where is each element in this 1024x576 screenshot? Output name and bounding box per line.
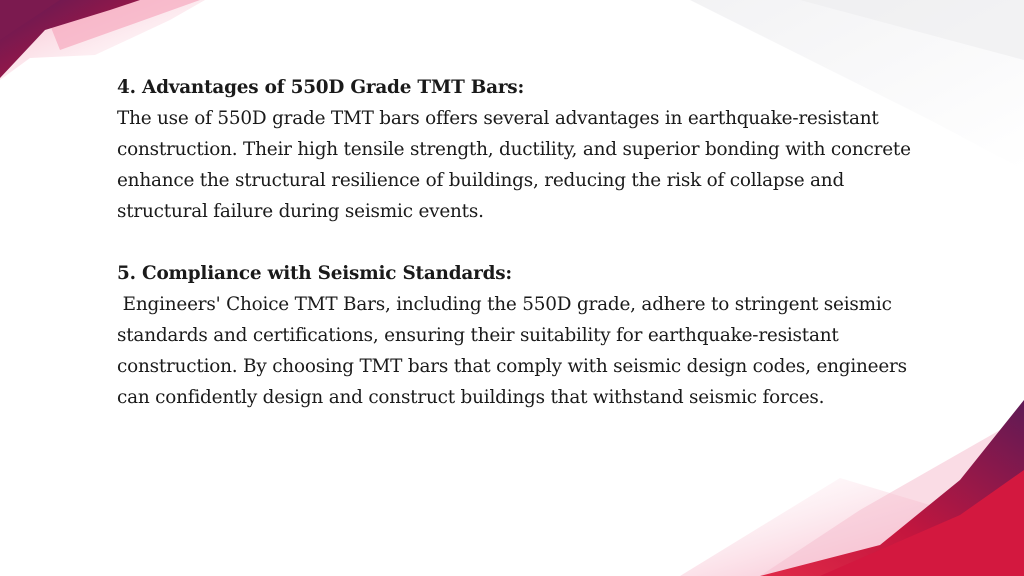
slide-content: [117, 72, 937, 413]
section-5-body-line2: construction. By choosing TMT bars that comply with seismic design codes, engineers can confidently design and construct buildings that withstand seismic forces.: [117, 356, 907, 408]
section-5-heading: 5. Compliance with Seismic Standards:: [117, 263, 512, 284]
section-4-heading: 4. Advantages of 550D Grade TMT Bars:: [117, 77, 525, 98]
section-spacer: [117, 227, 937, 258]
section-5-body-line1: Engineers' Choice TMT Bars, including the 550D grade, adhere to stringent seismic standards and certifications, ensuring their suitability for earthquake-resistant: [117, 294, 898, 346]
section-4-body: The use of 550D grade TMT bars offers several advantages in earthquake-resistant construction. Their high tensile strength, ductility, and superior bonding with concrete enhance the structural resilience of buildings, reducing the risk of collapse and structural failure during seismic events.: [117, 108, 911, 222]
